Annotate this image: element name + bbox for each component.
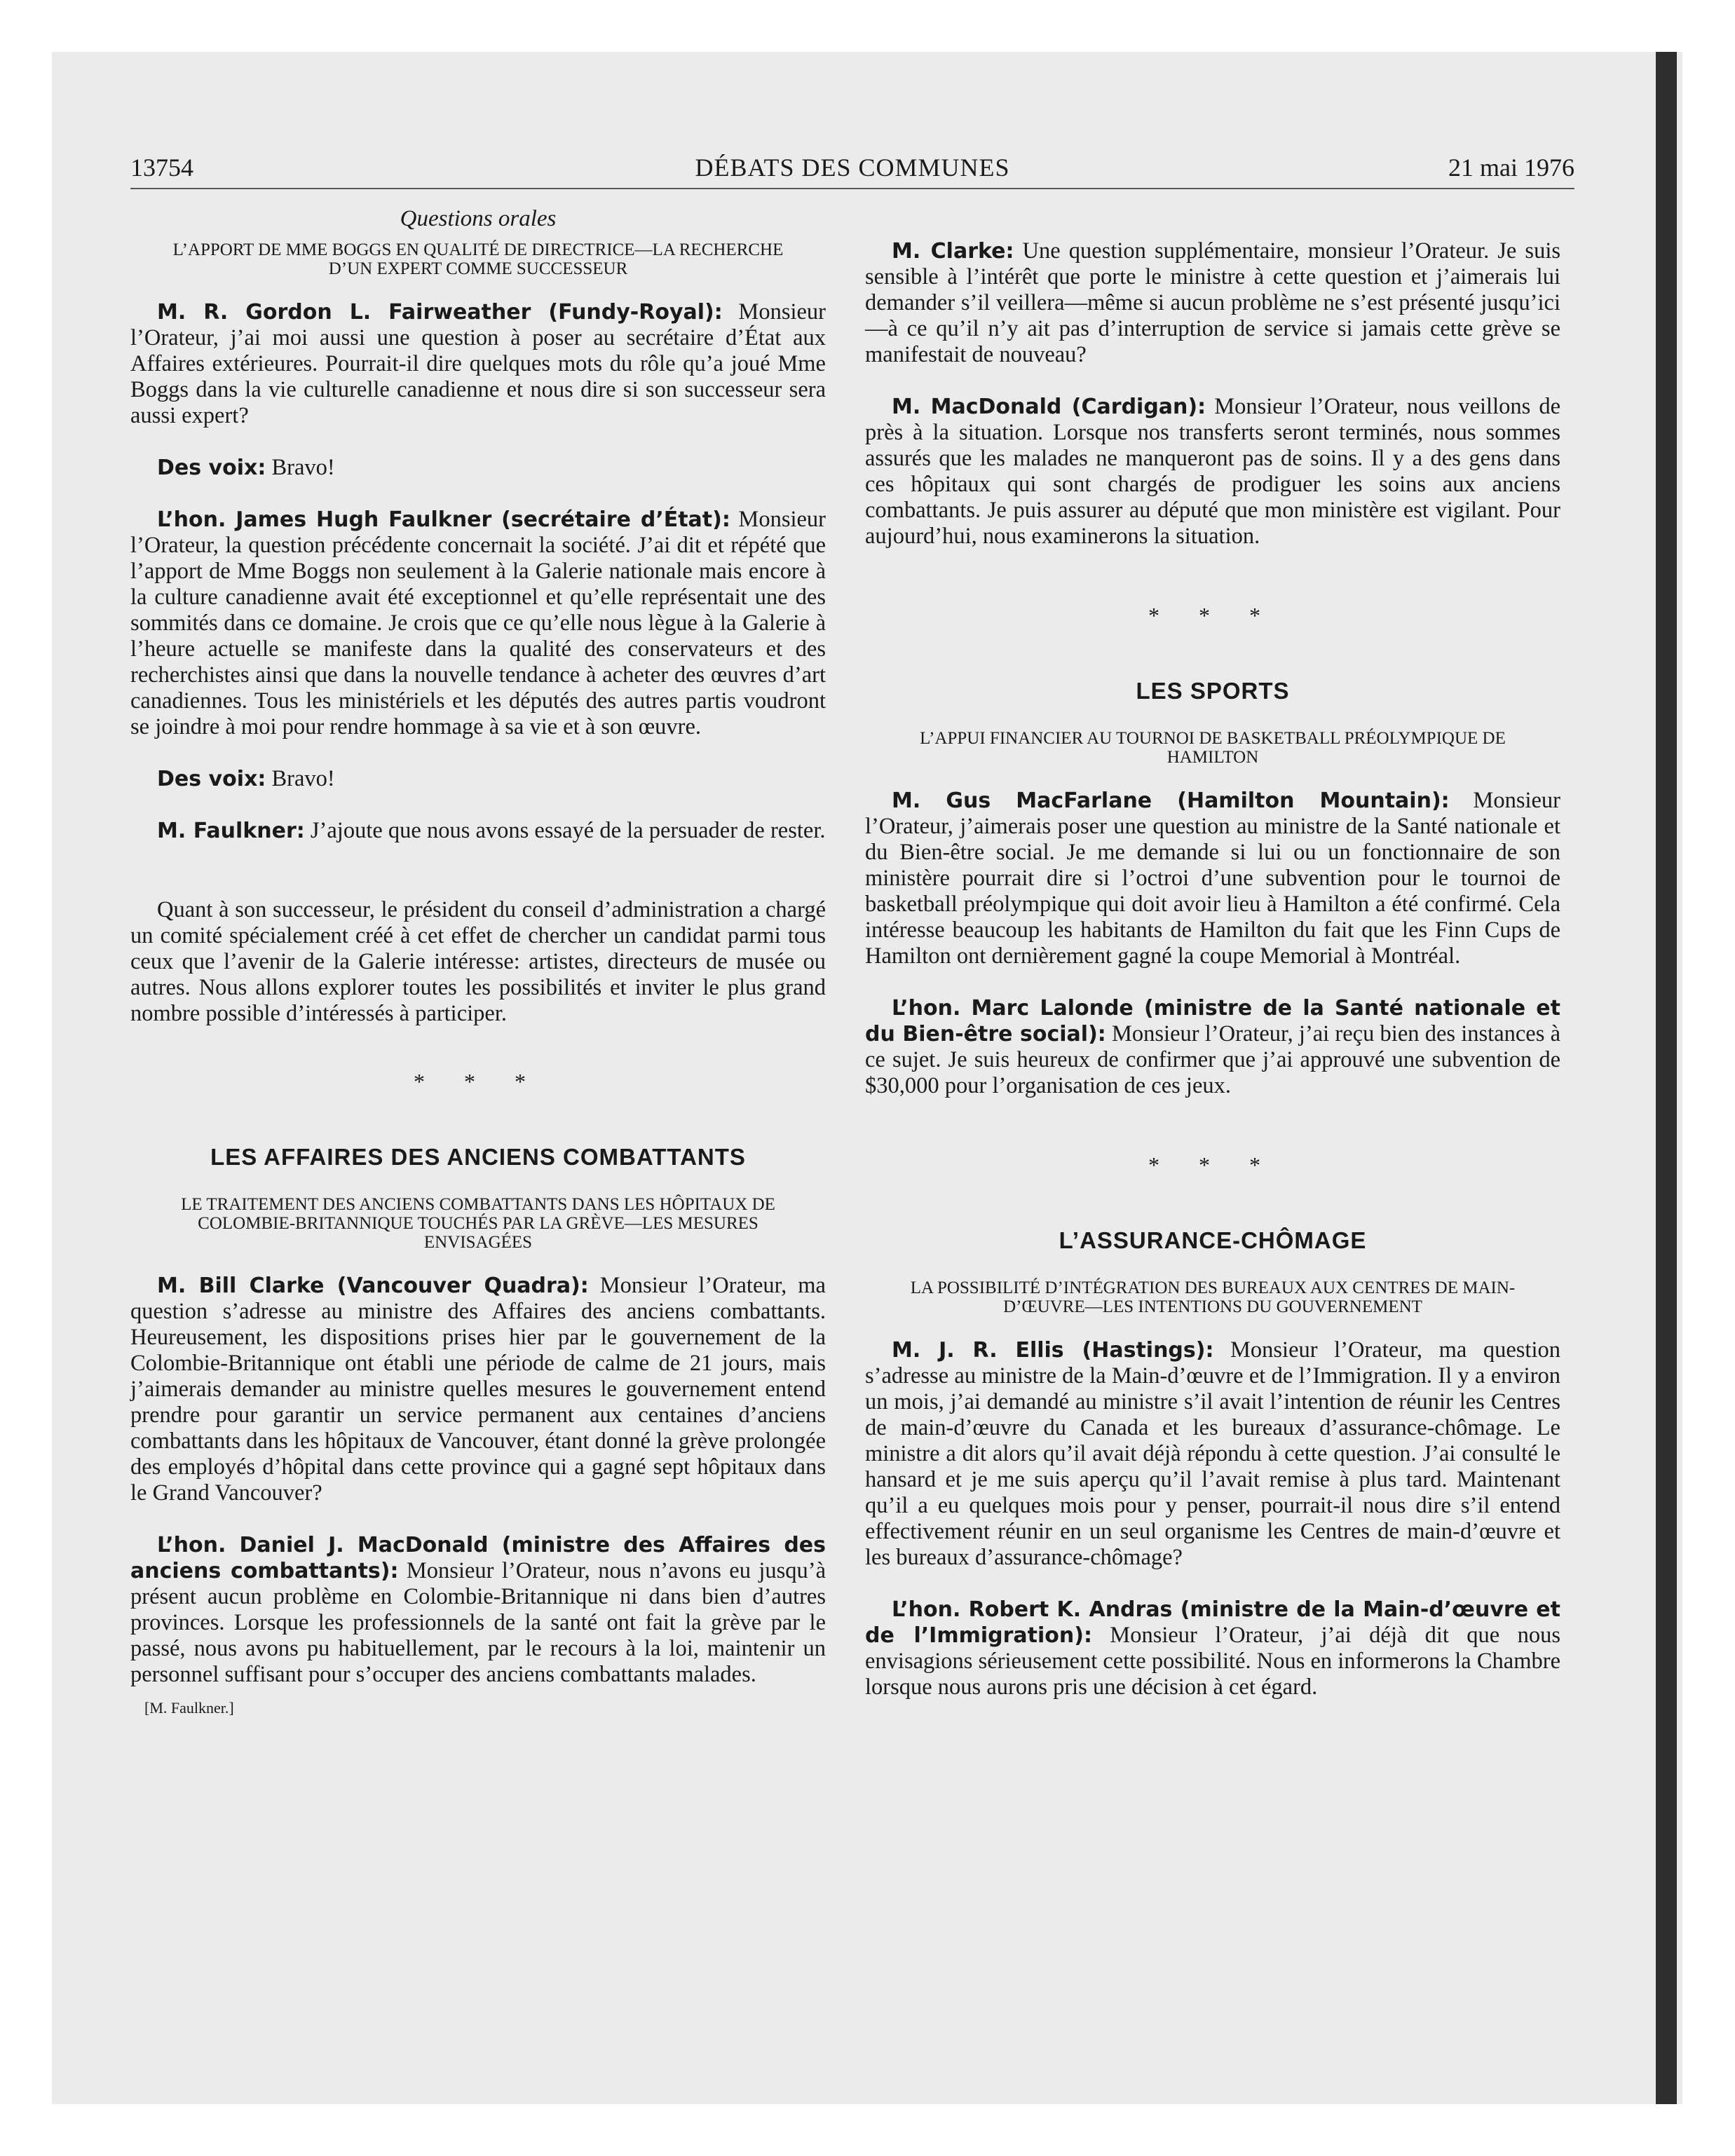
speech-continuation: Quant à son successeur, le président du conseil d’administration a chargé un comité spécialement créé à cet effet de chercher un candidat parmi tous ceux que l’avenir de la Galerie intéresse: artistes, directeurs de musée ou autres. Nous allons explorer toutes les possibilités et inviter le plus grand nombre possible d’intéressés à participer. [130,897,826,1026]
speaker-name: Des voix: [157,767,266,791]
right-column [865,238,1560,1726]
speech-text: Bravo! [266,766,335,791]
speech [865,1597,1560,1700]
speaker-name: M. Faulkner: [157,819,305,843]
speech [130,299,826,429]
subheading: L’APPUI FINANCIER AU TOURNOI DE BASKETBALL PRÉOLYMPIQUE DE HAMILTON [920,729,1506,767]
speech-text: Monsieur l’Orateur, ma question s’adresse au ministre de la Main-d’œuvre et de l’Immigration. Il y a environ un mois, j’ai demandé au ministre s’il avait l’intention de réunir les Centres de main-d’œuvre du Canada et les bureaux d’assurance-chômage. Le ministre a dit alors qu’il avait déjà répondu à cette question. J’ai consulté le hansard et je me suis aperçu qu’il l’avait remise à plus tard. Maintenant qu’il a eu quelques mois pour y penser, pourrait-il nous dire s’il entend effectivement réunir en un seul organisme les Centres de main-d’œuvre et les bureaux d’assurance-chômage? [865,1337,1560,1570]
speech [865,995,1560,1099]
speech [865,238,1560,368]
speaker-name: M. Clarke: [892,239,1014,264]
speech-text: Monsieur l’Orateur, j’ai déjà dit que nous envisagions sérieusement cette possibilité. Nous en informerons la Chambre lorsque nous aurons pris une décision à cet égard. [865,1623,1560,1700]
speech [130,1273,826,1506]
section-heading: L’ASSURANCE-CHÔMAGE [1059,1227,1367,1253]
speech-text: Monsieur l’Orateur, la question précédente concernait la société. J’ai dit et répété que l’apport de Mme Boggs non seulement à la Galerie nationale mais encore à la culture canadienne avait été exceptionnel et qu’elle représentait une des sommités dans ce domaine. Je crois que ce qu’elle nous lègue à la Galerie à l’heure actuelle se manifeste dans la qualité des conservateurs et des recherchistes ainsi que dans la nouvelle tendance à acheter des œuvres d’art canadiennes. Tous les ministériels et les députés des autres partis voudront se joindre à moi pour rendre hommage à sa vie et à son œuvre. [130,507,826,739]
speaker-name: L’hon. Marc Lalonde (ministre de la Santé nationale et du Bien-être social): [865,996,1560,1046]
speech-text: Monsieur l’Orateur, j’ai moi aussi une question à poser au secrétaire d’État aux Affaires extérieures. Pourrait-il dire quelques mots du rôle qu’a joué Mme Boggs dans la vie culturelle canadienne et nous dire si son successeur sera aussi expert? [130,299,826,428]
speech [865,1337,1560,1571]
speech-text: Monsieur l’Orateur, nous n’avons eu jusqu’à présent aucun problème en Colombie-Britannique ni dans bien d’autres provinces. Lorsque les professionnels de la santé ont fait la grève par le passé, nous avons pu habituellement, par le recours à la loi, maintenir un personnel suffisant pour s’occuper des anciens combattants malades. [130,1558,826,1687]
speaker-name: M. Bill Clarke (Vancouver Quadra): [157,1274,589,1298]
speaker-name: M. J. R. Ellis (Hastings): [892,1338,1214,1363]
section-separator: * * * [414,1069,543,1094]
speaker-name: M. MacDonald (Cardigan): [892,395,1206,419]
page-number: 13754 [130,153,193,182]
section-separator: * * * [1148,1152,1277,1178]
speaker-name: L’hon. Robert K. Andras (ministre de la Main-d’œuvre et de l’Immigration): [865,1597,1560,1648]
speech [130,455,826,481]
section-separator: * * * [1148,603,1277,628]
speech-text: Bravo! [266,455,335,480]
speech [865,394,1560,550]
speech-text: Monsieur l’Orateur, j’aimerais poser une question au ministre de la Santé nationale et du Bien-être social. Je me demande si lui ou un fonctionnaire de son ministère pourrait dire si l’octroi d’une subvention pour le tournoi de basketball préolympique qui doit avoir lieu à Hamilton a été confirmé. Cela intéresse beaucoup les habitants de Hamilton du fait que les Finn Cups de Hamilton ont dernièrement gagné la coupe Memorial à Montréal. [865,788,1561,969]
issue-date: 21 mai 1976 [1448,153,1574,182]
speech [865,788,1560,969]
section-heading: LES SPORTS [1136,678,1290,704]
speech [130,818,826,844]
speaker-name: M. R. Gordon L. Fairweather (Fundy-Royal): [157,300,723,325]
speech [130,766,826,792]
speech [130,507,826,740]
footer-note: [M. Faulkner.] [144,1699,234,1717]
section-label: Questions orales [400,206,557,231]
speaker-name: L’hon. Daniel J. MacDonald (ministre des Affaires des anciens combattants): [130,1533,826,1583]
speech-text: J’ajoute que nous avons essayé de la persuader de rester. [304,818,826,843]
publication-title: DÉBATS DES COMMUNES [695,153,1010,182]
page-header [130,153,1574,189]
subheading: LA POSSIBILITÉ D’INTÉGRATION DES BUREAUX AUX CENTRES DE MAIN-D’ŒUVRE—LES INTENTIONS DU GOUVERNEMENT [910,1278,1516,1316]
left-column [130,202,826,1721]
speech-text: Monsieur l’Orateur, ma question s’adresse au ministre des Affaires des anciens combattants. Heureusement, les dispositions prises hier par le gouvernement de la Colombie-Britannique ont établi une période de calme de 21 jours, mais j’aimerais demander au ministre quelles mesures le gouvernement entend prendre pour garantir un service permanent aux centaines d’anciens combattants dans les hôpitaux de Vancouver, étant donné la grève prolongée des employés d’hôpital dans cette province qui a gagné sept hôpitaux dans le Grand Vancouver? [130,1273,826,1506]
section-heading: LES AFFAIRES DES ANCIENS COMBATTANTS [210,1144,746,1170]
speaker-name: L’hon. James Hugh Faulkner (secrétaire d’État): [157,507,730,532]
speech-text: Une question supplémentaire, monsieur l’Orateur. Je suis sensible à l’intérêt que porte le ministre à cette question et j’aimerais lui demander s’il veillera—même si aucun problème ne s’est présenté jusqu’ici—à ce qu’il n’y ait pas d’interruption de service si jamais cette grève se manifestait de nouveau? [865,238,1560,367]
subheading: L’APPORT DE MME BOGGS EN QUALITÉ DE DIRECTRICE—LA RECHERCHE D’UN EXPERT COMME SUCCESSEUR [172,240,784,278]
speaker-name: Des voix: [157,456,266,480]
speech-text: Monsieur l’Orateur, nous veillons de près à la situation. Lorsque nos transferts seront terminés, nous sommes assurés que les malades ne manqueront pas de soins. Il y a des gens dans ces hôpitaux qui sont chargés de prodiguer les soins aux anciens combattants. Je puis assurer au député que mon ministère est vigilant. Pour aujourd’hui, nous examinerons la situation. [865,394,1561,549]
subheading: LE TRAITEMENT DES ANCIENS COMBATTANTS DANS LES HÔPITAUX DE COLOMBIE-BRITANNIQUE TOUCHÉS PAR LA GRÈVE—LES MESURES ENVISAGÉES [181,1195,775,1252]
speaker-name: M. Gus MacFarlane (Hamilton Mountain): [892,789,1450,813]
scan-edge-bar [1656,52,1677,2104]
speech-text: Monsieur l’Orateur, j’ai reçu bien des instances à ce sujet. Je suis heureux de confirmer que j’ai approuvé une subvention de $30,000 pour l’organisation de ces jeux. [865,1021,1561,1098]
speech [130,1532,826,1688]
